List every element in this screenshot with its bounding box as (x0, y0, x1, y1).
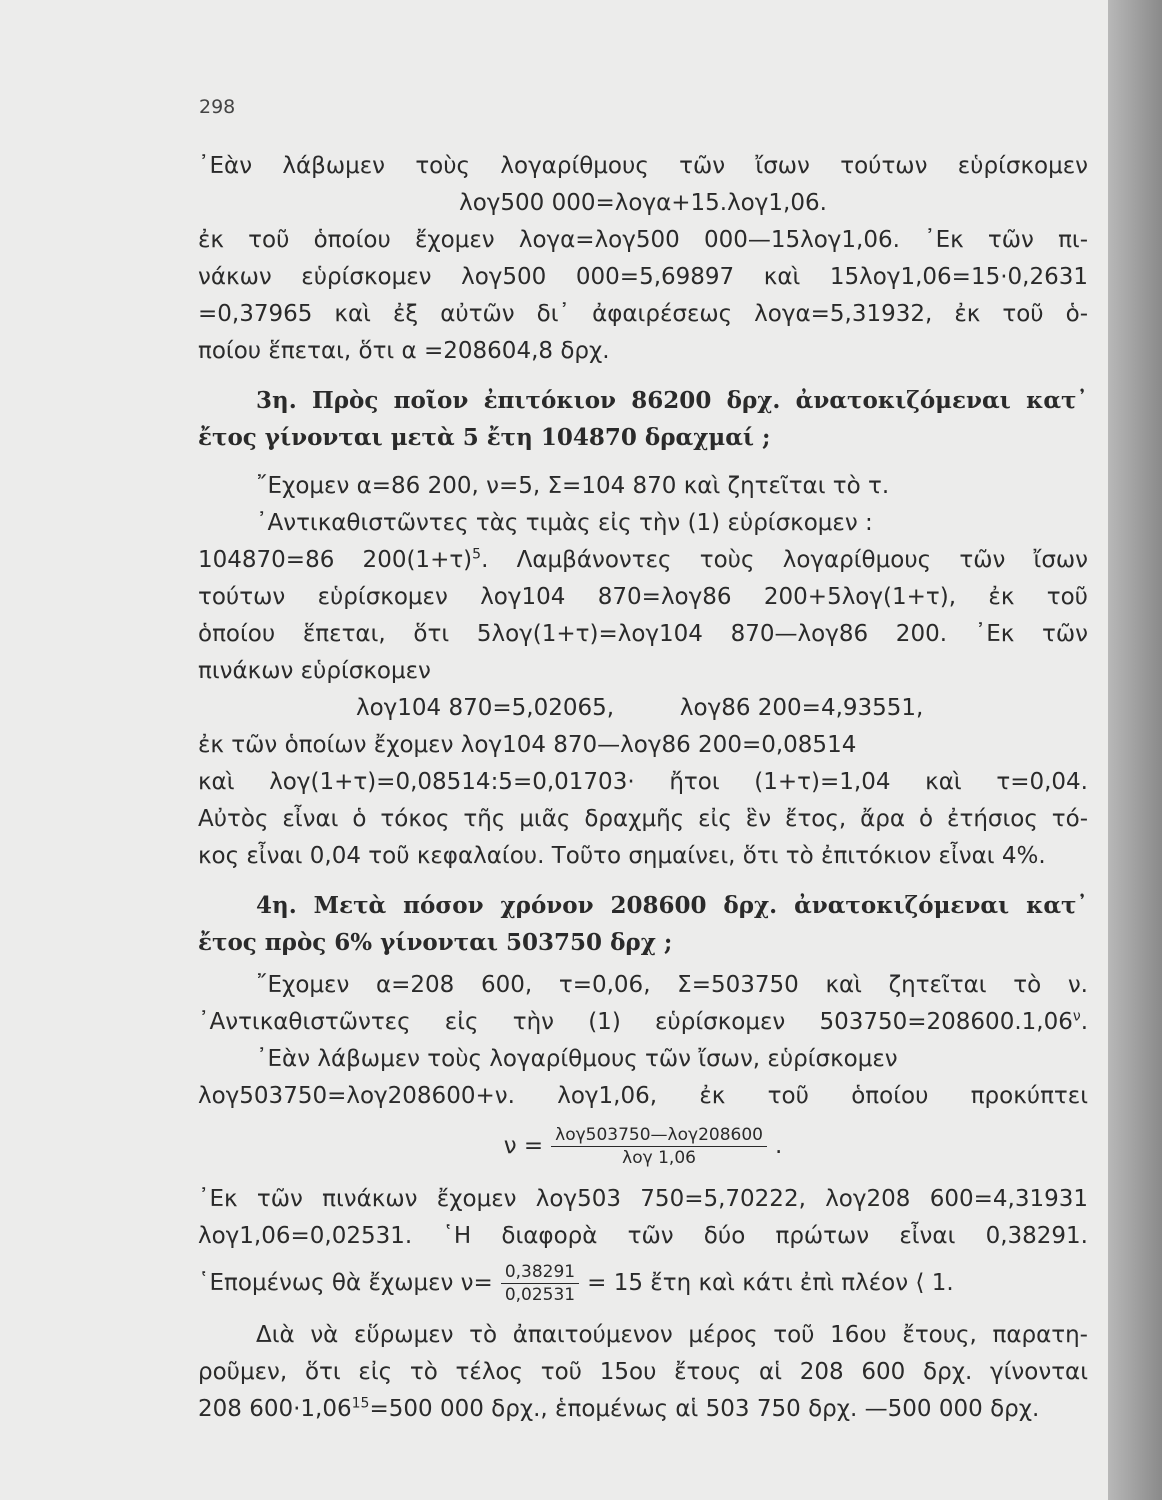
page-number: 298 (199, 96, 236, 118)
text-span: 104870=86 200(1+τ) (198, 547, 473, 573)
text-span: ᾿Αντικαθιστῶντες εἰς τὴν (1) εὑρίσκομεν 503750=208600.1,06 (198, 1009, 1073, 1035)
text-line: ᾿Εκ τῶν πινάκων ἔχομεν λογ503 750=5,70222, λογ208 600=4,31931 (198, 1186, 1088, 1212)
formula-v (198, 1117, 1088, 1175)
text-line: Διὰ νὰ εὕρωμεν τὸ ἀπαιτούμενον μέρος τοῦ 16ου ἔτους, παρατη- (256, 1322, 1088, 1348)
text-line: πινάκων εὑρίσκομεν (198, 658, 431, 684)
fraction (551, 1124, 767, 1169)
page-body (198, 148, 1088, 1428)
formula-lhs: ν = (503, 1133, 544, 1159)
fraction-denominator: λογ 1,06 (622, 1147, 696, 1168)
text-line: λογ503750=λογ208600+ν. λογ1,06, ἐκ τοῦ ὁποίου προκύπτει (198, 1083, 1088, 1109)
exponent: ν (1072, 1008, 1081, 1025)
text-line: ὁποίου ἕπεται, ὅτι 5λογ(1+τ)=λογ104 870—λογ86 200. ᾿Εκ τῶν (198, 621, 1088, 647)
text-line: ᾿Εὰν λάβωμεν τοὺς λογαρίθμους τῶν ἴσων, εὑρίσκομεν (256, 1046, 898, 1072)
text-line: νάκων εὑρίσκομεν λογ500 000=5,69897 καὶ 15λογ1,06=15·0,2631 (198, 264, 1088, 290)
formula-suffix: = 15 ἔτη καὶ κάτι ἐπὶ πλέον ⟨ 1. (587, 1270, 954, 1296)
text-line: ᾿Εὰν λάβωμεν τοὺς λογαρίθμους τῶν ἴσων τούτων εὑρίσκομεν (198, 153, 1088, 179)
text-line: ῎Εχομεν α=208 600, τ=0,06, Σ=503750 καὶ ζητεῖται τὸ ν. (256, 972, 1088, 998)
text-line: =0,37965 καὶ ἐξ αὐτῶν δι᾿ ἀφαιρέσεως λογα=5,31932, ἐκ τοῦ ὁ- (198, 301, 1088, 327)
text-line: κος εἶναι 0,04 τοῦ κεφαλαίου. Τοῦτο σημαίνει, ὅτι τὸ ἐπιτόκιον εἶναι 4%. (198, 843, 1046, 869)
formula-end: . (774, 1133, 783, 1159)
text-line: ποίου ἕπεται, ὅτι α =208604,8 δρχ. (198, 338, 610, 364)
problem-3-heading-cont: ἔτος γίνονται μετὰ 5 ἔτη 104870 δραχμαί ; (198, 424, 771, 451)
text-line: ἐκ τῶν ὁποίων ἔχομεν λογ104 870—λογ86 200=0,08514 (198, 732, 857, 758)
text-span: . (1080, 1009, 1088, 1035)
problem-4-heading: 4η. Μετὰ πόσον χρόνον 208600 δρχ. ἀνατοκιζόμεναι κατ᾿ (256, 892, 1088, 919)
text-line: ἐκ τοῦ ὁποίου ἔχομεν λογα=λογ500 000—15λογ1,06. ᾿Εκ τῶν πι- (198, 227, 1088, 253)
fraction (501, 1261, 579, 1306)
problem-3-heading: 3η. Πρὸς ποῖον ἐπιτόκιον 86200 δρχ. ἀνατοκιζόμεναι κατ᾿ (256, 387, 1088, 414)
text-span: 208 600·1,06 (198, 1396, 352, 1422)
fraction-numerator: 0,38291 (501, 1261, 579, 1284)
text-line (198, 1004, 1088, 1041)
text-line: ῎Εχομεν α=86 200, ν=5, Σ=104 870 καὶ ζητεῖται τὸ τ. (256, 473, 890, 499)
text-line: λογ1,06=0,02531. ῾Η διαφορὰ τῶν δύο πρώτων εἶναι 0,38291. (198, 1223, 1088, 1249)
text-line (198, 542, 1088, 579)
text-span: . Λαμβάνοντες τοὺς λογαρίθμους τῶν ἴσων (481, 547, 1089, 573)
problem-4-heading-cont: ἔτος πρὸς 6% γίνονται 503750 δρχ ; (198, 929, 673, 956)
fraction-numerator: λογ503750—λογ208600 (551, 1124, 767, 1147)
formula-prefix: ῾Επομένως θὰ ἔχωμεν ν= (198, 1270, 493, 1296)
text-line: καὶ λογ(1+τ)=0,08514:5=0,01703· ἤτοι (1+τ)=1,04 καὶ τ=0,04. (198, 769, 1088, 795)
page-edge-shadow (1108, 0, 1162, 1500)
text-line (198, 1391, 1088, 1428)
text-line: Αὐτὸς εἶναι ὁ τόκος τῆς μιᾶς δραχμῆς εἰς ἓν ἔτος, ἄρα ὁ ἐτήσιος τό- (198, 806, 1088, 832)
equation-line: λογ104 870=5,02065, λογ86 200=4,93551, (356, 695, 924, 721)
exponent: 5 (472, 546, 482, 563)
text-span: =500 000 δρχ., ἑπομένως αἱ 503 750 δρχ. —500 000 δρχ. (369, 1396, 1040, 1422)
equation-line: λογ500 000=λογα+15.λογ1,06. (459, 190, 827, 216)
text-line: τούτων εὑρίσκομεν λογ104 870=λογ86 200+5λογ(1+τ), ἐκ τοῦ (198, 584, 1088, 610)
fraction-denominator: 0,02531 (504, 1284, 576, 1305)
text-line: ροῦμεν, ὅτι εἰς τὸ τέλος τοῦ 15ου ἔτους αἱ 208 600 δρχ. γίνονται (198, 1359, 1088, 1385)
text-line: ᾿Αντικαθιστῶντες τὰς τιμὰς εἰς τὴν (1) εὑρίσκομεν : (256, 510, 873, 536)
exponent: 15 (351, 1395, 370, 1412)
formula-result (198, 1255, 1088, 1311)
